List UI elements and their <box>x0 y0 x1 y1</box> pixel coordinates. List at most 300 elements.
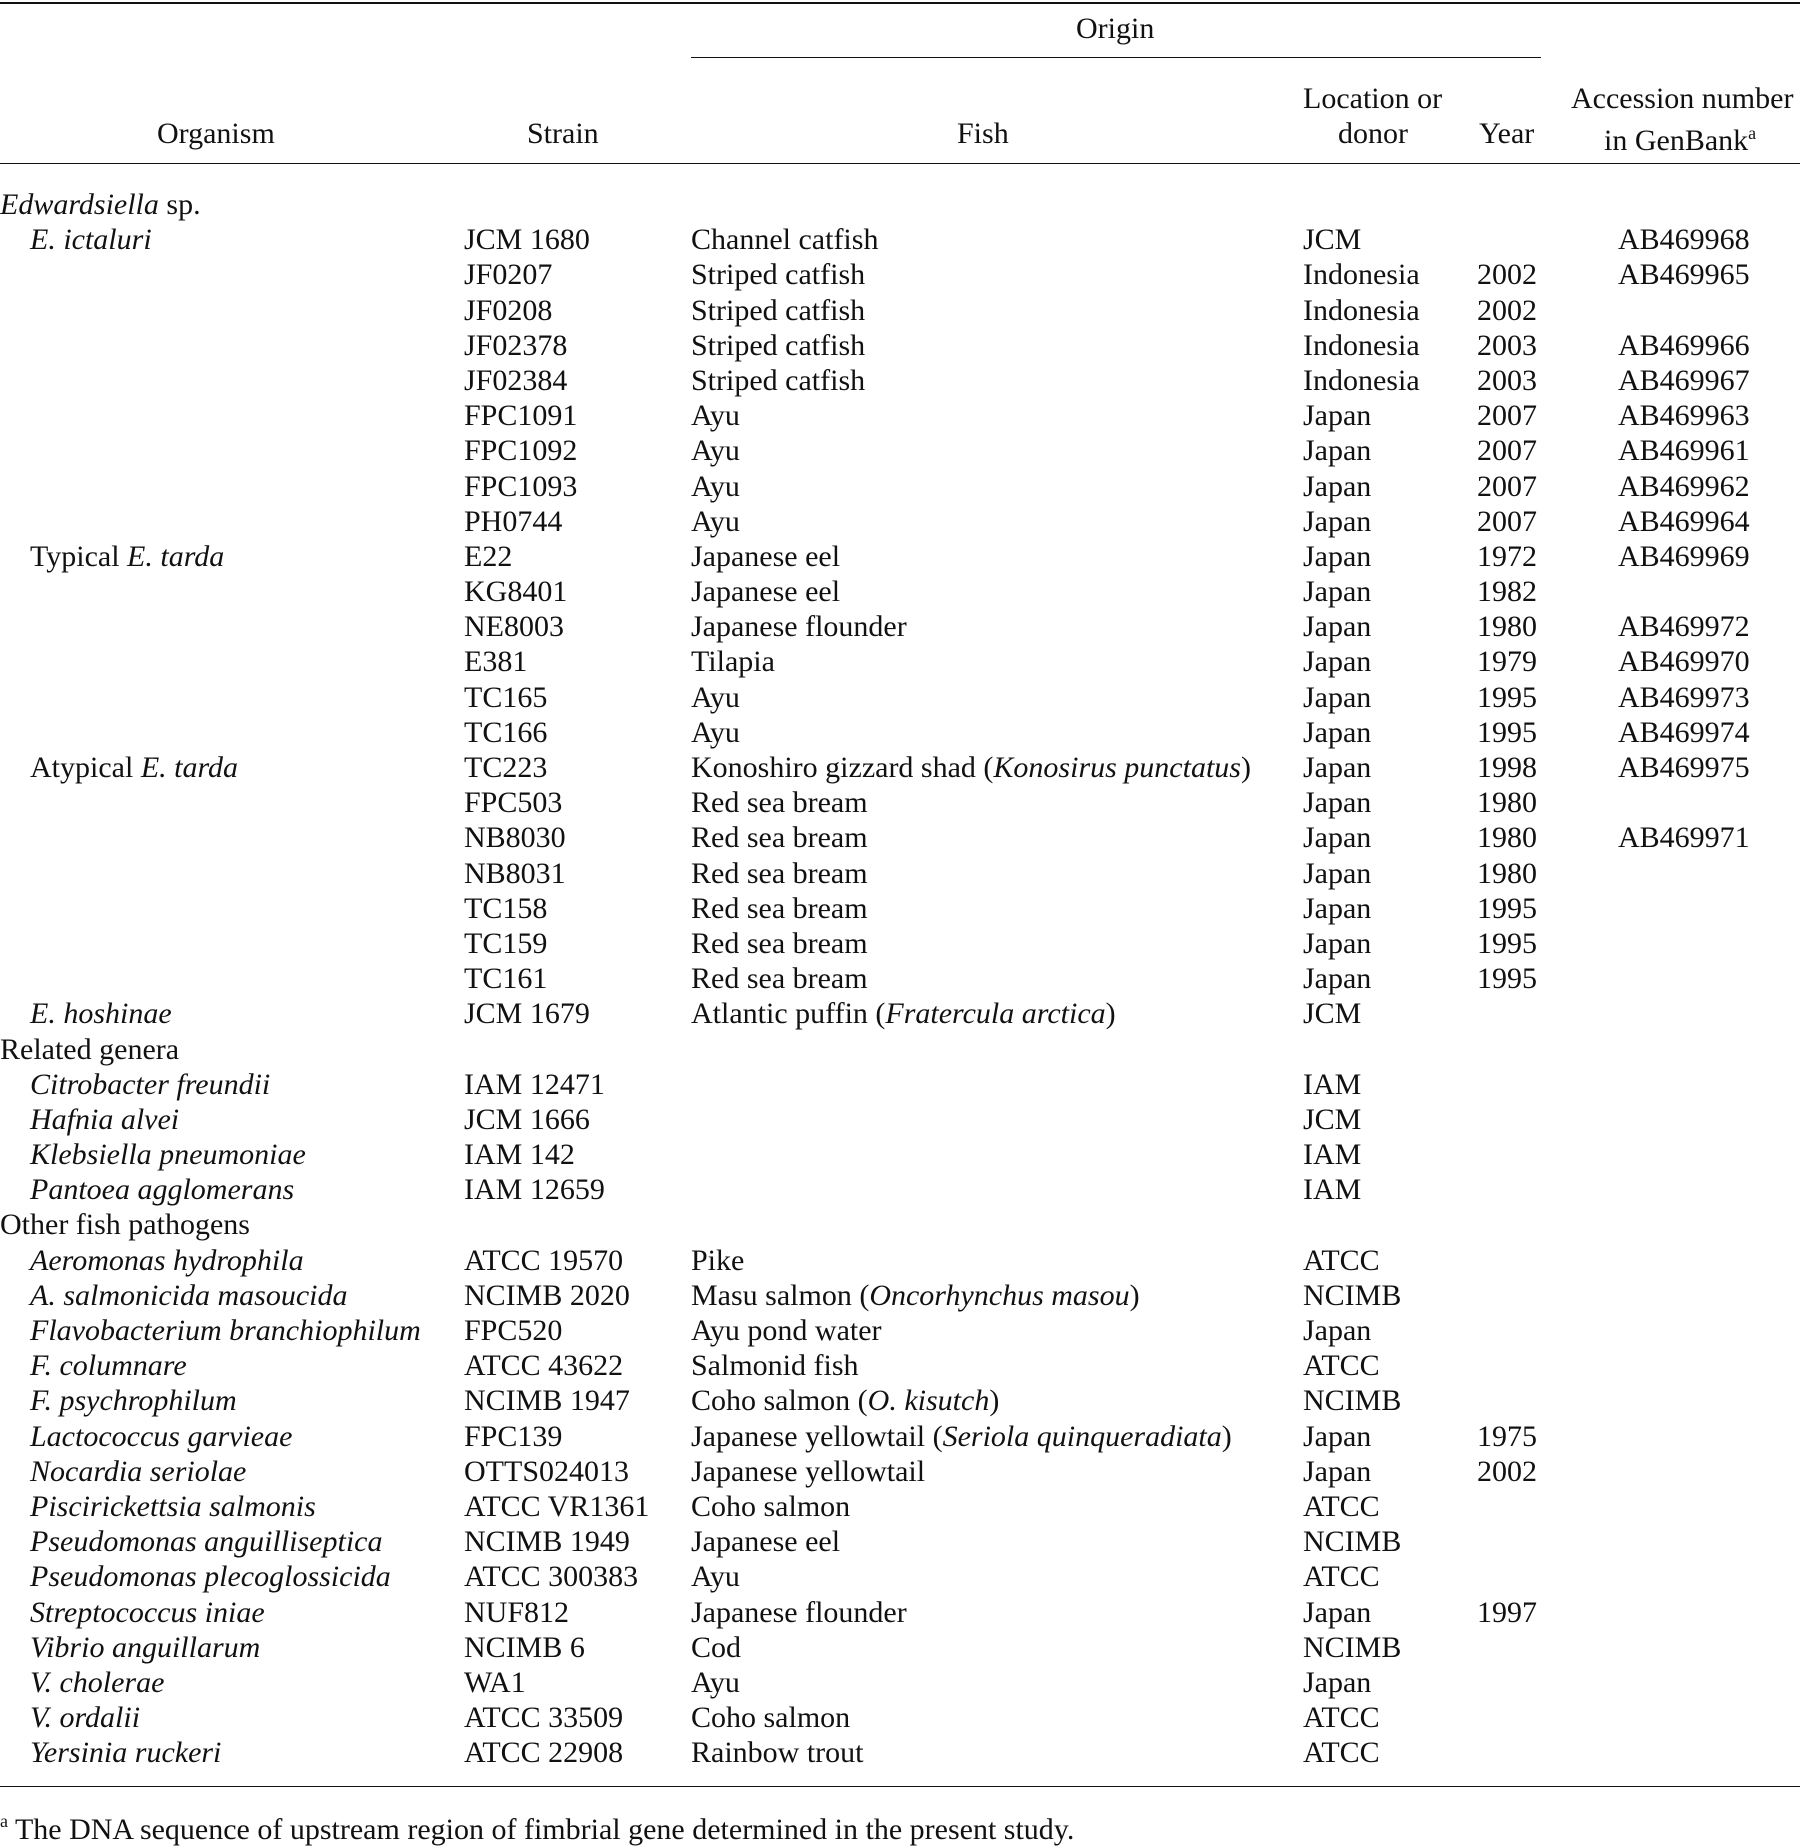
location-cell: ATCC <box>1303 1701 1380 1735</box>
accession-footnote-marker: a <box>1748 123 1757 143</box>
table-row <box>0 1348 1800 1383</box>
strain-cell: JF02378 <box>464 328 568 362</box>
fish-common-name: Japanese eel <box>691 575 841 609</box>
strain-cell: NCIMB 6 <box>464 1630 585 1664</box>
organism-name: Pseudomonas plecoglossicida <box>30 1560 391 1594</box>
year-cell: 1995 <box>1477 680 1537 714</box>
fish-common-name: Red sea bream <box>691 856 868 890</box>
location-cell: Japan <box>1303 1454 1372 1488</box>
organism-name: E. ictaluri <box>30 223 152 257</box>
location-cell: Japan <box>1303 610 1372 644</box>
location-cell: Japan <box>1303 1595 1372 1629</box>
fish-cell <box>691 644 775 679</box>
table-row <box>0 820 1800 855</box>
fish-close-paren: ) <box>1240 751 1251 784</box>
strain-cell: TC159 <box>464 926 548 960</box>
strain-cell: IAM 12471 <box>464 1067 605 1101</box>
organism-cell <box>30 996 172 1031</box>
table-row <box>0 1630 1800 1665</box>
fish-common-name: Striped catfish <box>691 258 866 292</box>
table-row <box>0 926 1800 961</box>
strain-cell: NUF812 <box>464 1595 570 1629</box>
location-cell: JCM <box>1303 1102 1362 1136</box>
year-cell: 1980 <box>1477 821 1537 855</box>
location-cell: Indonesia <box>1303 363 1420 397</box>
fish-cell <box>691 750 1251 785</box>
organism-cell <box>30 1067 270 1102</box>
fish-common-name: Striped catfish <box>691 363 866 397</box>
location-cell: Japan <box>1303 751 1372 784</box>
organism-cell <box>30 1735 221 1770</box>
fish-cell <box>691 1524 840 1559</box>
location-header-line2: donor <box>1338 117 1408 150</box>
accession-header-text: in GenBank <box>1604 124 1749 157</box>
table-row <box>0 433 1800 468</box>
location-cell: ATCC <box>1303 1736 1380 1770</box>
fish-cell <box>691 1559 740 1594</box>
table-row <box>0 539 1800 574</box>
fish-common-name: Red sea bream <box>691 821 868 855</box>
table-bottom-rule <box>0 1786 1800 1787</box>
table-row <box>0 469 1800 504</box>
strain-cell: FPC139 <box>464 1419 563 1453</box>
fish-common-name: Rainbow trout <box>691 1736 864 1770</box>
table-row <box>0 1489 1800 1524</box>
location-cell: Japan <box>1303 926 1372 960</box>
strain-cell: IAM 142 <box>464 1138 575 1172</box>
fish-common-name: Konoshiro gizzard shad ( <box>691 751 994 784</box>
table-row <box>0 1595 1800 1630</box>
location-cell: ATCC <box>1303 1560 1380 1594</box>
fish-close-paren: ) <box>1221 1419 1232 1453</box>
fish-cell <box>691 1243 744 1278</box>
fish-cell <box>691 891 868 926</box>
fish-common-name: Striped catfish <box>691 328 866 362</box>
location-cell: JCM <box>1303 997 1362 1031</box>
organism-cell <box>30 1489 316 1524</box>
fish-cell <box>691 856 868 891</box>
strain-cell: JCM 1666 <box>464 1102 590 1136</box>
strain-cell: FPC1093 <box>464 469 578 503</box>
strain-cell: KG8401 <box>464 575 568 609</box>
table-row <box>0 644 1800 679</box>
accession-cell: AB469966 <box>1618 328 1750 362</box>
strain-cell: JF0207 <box>464 258 553 292</box>
organism-cell <box>30 1383 237 1418</box>
table-row <box>0 363 1800 398</box>
location-cell: Japan <box>1303 715 1372 749</box>
fish-cell <box>691 1419 1232 1454</box>
strain-cell: TC165 <box>464 680 548 714</box>
location-cell: Japan <box>1303 539 1372 573</box>
year-cell: 1980 <box>1477 856 1537 890</box>
strain-cell: NE8003 <box>464 610 564 644</box>
fish-cell <box>691 1735 864 1770</box>
year-cell: 2002 <box>1477 258 1537 292</box>
organism-name: Nocardia seriolae <box>30 1454 247 1488</box>
location-cell: IAM <box>1303 1138 1362 1172</box>
table-row <box>0 1313 1800 1348</box>
table-row <box>0 328 1800 363</box>
accession-cell: AB469964 <box>1618 504 1750 538</box>
organism-name: E. hoshinae <box>30 997 172 1031</box>
fish-common-name: Ayu <box>691 715 740 749</box>
strain-cell: ATCC 19570 <box>464 1243 624 1277</box>
fish-common-name: Coho salmon <box>691 1701 851 1735</box>
table-row <box>0 398 1800 433</box>
organism-name: Hafnia alvei <box>30 1102 180 1136</box>
organism-name: Lactococcus garvieae <box>30 1419 293 1453</box>
organism-cell <box>30 539 224 574</box>
year-cell: 1972 <box>1477 539 1537 573</box>
fish-common-name: Masu salmon ( <box>691 1278 870 1312</box>
location-cell: NCIMB <box>1303 1525 1402 1559</box>
accession-header-line1: Accession number <box>1571 82 1794 115</box>
accession-cell: AB469963 <box>1618 399 1750 433</box>
fish-common-name: Japanese eel <box>691 1525 841 1559</box>
fish-cell <box>691 609 907 644</box>
fish-cell <box>691 820 868 855</box>
fish-common-name: Ayu pond water <box>691 1314 882 1347</box>
location-cell: Japan <box>1303 891 1372 925</box>
organism-cell <box>30 1559 391 1594</box>
footnote-marker: a <box>0 1811 8 1831</box>
strain-cell: NCIMB 1949 <box>464 1525 630 1559</box>
fish-cell <box>691 926 868 961</box>
fish-common-name: Ayu <box>691 469 740 503</box>
year-cell: 1979 <box>1477 645 1537 679</box>
year-cell: 1975 <box>1477 1419 1537 1453</box>
fish-cell <box>691 996 1116 1031</box>
fish-scientific-name: Seriola quinqueradiata <box>942 1419 1222 1453</box>
location-cell: IAM <box>1303 1067 1362 1101</box>
strain-cell: FPC520 <box>464 1314 563 1347</box>
fish-scientific-name: Oncorhynchus masou <box>869 1278 1130 1312</box>
strain-cell: FPC1092 <box>464 434 578 468</box>
table-row <box>0 1137 1800 1172</box>
table-row <box>0 222 1800 257</box>
fish-close-paren: ) <box>1105 997 1116 1031</box>
fish-common-name: Pike <box>691 1243 745 1277</box>
strain-cell: JCM 1679 <box>464 997 590 1031</box>
strain-cell: OTTS024013 <box>464 1454 629 1488</box>
accession-cell: AB469965 <box>1618 258 1750 292</box>
table-row <box>0 1243 1800 1278</box>
fish-cell <box>691 293 865 328</box>
table-row <box>0 856 1800 891</box>
table-row <box>0 996 1800 1031</box>
table-row <box>0 891 1800 926</box>
year-cell: 2003 <box>1477 328 1537 362</box>
fish-cell <box>691 1313 882 1348</box>
fish-cell <box>691 257 865 292</box>
location-cell: NCIMB <box>1303 1384 1402 1418</box>
year-cell: 1995 <box>1477 891 1537 925</box>
accession-cell: AB469961 <box>1618 434 1750 468</box>
fish-cell <box>691 469 740 504</box>
footnote <box>0 1803 1074 1848</box>
table-row <box>0 293 1800 328</box>
organism-name: Flavobacterium branchiophilum <box>30 1314 421 1347</box>
location-cell: Japan <box>1303 1665 1372 1699</box>
accession-cell: AB469968 <box>1618 223 1750 257</box>
location-cell: Japan <box>1303 962 1372 996</box>
location-cell: Indonesia <box>1303 258 1420 292</box>
fish-cell <box>691 222 878 257</box>
organism-name: Klebsiella pneumoniae <box>30 1138 306 1172</box>
organism-cell <box>30 222 152 257</box>
organism-cell <box>30 1137 306 1172</box>
fish-common-name: Red sea bream <box>691 786 868 820</box>
organism-name: Pseudomonas anguilliseptica <box>30 1525 383 1559</box>
fish-cell <box>691 715 740 750</box>
strain-cell: NB8031 <box>464 856 566 890</box>
fish-common-name: Red sea bream <box>691 926 868 960</box>
fish-header: Fish <box>957 117 1009 150</box>
organism-name: F. columnare <box>30 1349 187 1383</box>
location-cell: Japan <box>1303 1314 1372 1347</box>
fish-common-name: Japanese flounder <box>691 1595 907 1629</box>
fish-common-name: Striped catfish <box>691 293 866 327</box>
year-cell: 2007 <box>1477 504 1537 538</box>
location-cell: Japan <box>1303 786 1372 820</box>
fish-cell <box>691 961 868 996</box>
organism-name: E. tarda <box>127 539 225 573</box>
organism-name: Yersinia ruckeri <box>30 1736 222 1770</box>
fish-common-name: Japanese yellowtail ( <box>691 1419 943 1453</box>
accession-cell: AB469971 <box>1618 821 1750 855</box>
location-cell: Japan <box>1303 504 1372 538</box>
organism-prefix: Related genera <box>0 1032 180 1066</box>
fish-cell <box>691 785 868 820</box>
fish-scientific-name: Konosirus punctatus <box>993 751 1241 784</box>
table-row <box>0 785 1800 820</box>
year-cell: 2007 <box>1477 469 1537 503</box>
fish-cell <box>691 1348 859 1383</box>
strain-cell: JF02384 <box>464 363 568 397</box>
fish-common-name: Tilapia <box>691 645 775 679</box>
table-row <box>0 609 1800 644</box>
fish-cell <box>691 1278 1140 1313</box>
location-cell: Japan <box>1303 399 1372 433</box>
location-cell: NCIMB <box>1303 1630 1402 1664</box>
location-cell: ATCC <box>1303 1489 1380 1523</box>
fish-cell <box>691 574 840 609</box>
fish-cell <box>691 363 865 398</box>
fish-common-name: Japanese yellowtail <box>691 1454 926 1488</box>
organism-cell <box>30 750 238 785</box>
table-row <box>0 1383 1800 1418</box>
location-cell: Japan <box>1303 434 1372 468</box>
table-row <box>0 574 1800 609</box>
table-row <box>0 257 1800 292</box>
organism-name: Streptococcus iniae <box>30 1595 265 1629</box>
location-cell: Japan <box>1303 856 1372 890</box>
location-cell: Japan <box>1303 469 1372 503</box>
strain-cell: TC166 <box>464 715 548 749</box>
fish-common-name: Ayu <box>691 680 740 714</box>
organism-cell <box>30 1278 347 1313</box>
organism-name: V. ordalii <box>30 1701 141 1735</box>
table-row <box>0 187 1800 222</box>
organism-name: Piscirickettsia salmonis <box>30 1489 316 1523</box>
table-row <box>0 1735 1800 1770</box>
strain-cell: E381 <box>464 645 528 679</box>
organism-suffix: sp. <box>158 188 201 221</box>
fish-common-name: Salmonid fish <box>691 1349 859 1383</box>
fish-common-name: Ayu <box>691 504 740 538</box>
fish-common-name: Coho salmon ( <box>691 1384 868 1418</box>
strain-cell: NCIMB 1947 <box>464 1384 630 1418</box>
table-row <box>0 680 1800 715</box>
accession-cell: AB469969 <box>1618 539 1750 573</box>
organism-header: Organism <box>157 117 275 150</box>
organism-cell <box>30 1313 421 1348</box>
fish-cell <box>691 680 740 715</box>
strain-cell: ATCC 33509 <box>464 1701 624 1735</box>
fish-common-name: Ayu <box>691 434 740 468</box>
accession-header-line2 <box>1604 116 1756 158</box>
location-cell: NCIMB <box>1303 1278 1402 1312</box>
strain-cell: ATCC VR1361 <box>464 1489 650 1523</box>
top-rule <box>0 2 1800 4</box>
table-row <box>0 750 1800 785</box>
organism-name: Pantoea agglomerans <box>30 1173 295 1207</box>
origin-header: Origin <box>1076 12 1155 45</box>
location-cell: Japan <box>1303 1419 1372 1453</box>
fish-cell <box>691 1383 999 1418</box>
fish-common-name: Atlantic puffin ( <box>691 997 886 1031</box>
location-cell: Japan <box>1303 821 1372 855</box>
organism-name: A. salmonicida masoucida <box>30 1278 348 1312</box>
table-row <box>0 715 1800 750</box>
organism-name: V. cholerae <box>30 1665 165 1699</box>
accession-cell: AB469975 <box>1618 751 1750 784</box>
table-row <box>0 1032 1800 1067</box>
strain-header: Strain <box>527 117 599 150</box>
fish-cell <box>691 1665 740 1700</box>
strain-cell: JF0208 <box>464 293 553 327</box>
fish-close-paren: ) <box>1129 1278 1140 1312</box>
table-row <box>0 1559 1800 1594</box>
year-cell: 1995 <box>1477 962 1537 996</box>
fish-cell <box>691 1630 741 1665</box>
strain-cell: ATCC 300383 <box>464 1560 639 1594</box>
fish-cell <box>691 328 865 363</box>
accession-cell: AB469974 <box>1618 715 1750 749</box>
table-row <box>0 1207 1800 1242</box>
location-cell: ATCC <box>1303 1243 1380 1277</box>
fish-cell <box>691 398 740 433</box>
table-row <box>0 1278 1800 1313</box>
strain-cell: WA1 <box>464 1665 526 1699</box>
fish-cell <box>691 1700 850 1735</box>
table-row <box>0 1067 1800 1102</box>
fish-common-name: Channel catfish <box>691 223 879 257</box>
organism-prefix: Typical <box>30 539 128 573</box>
organism-cell <box>30 1348 187 1383</box>
table-row <box>0 1419 1800 1454</box>
year-cell: 1997 <box>1477 1595 1537 1629</box>
table-row <box>0 1700 1800 1735</box>
organism-name: E. tarda <box>140 751 239 784</box>
location-cell: ATCC <box>1303 1349 1380 1383</box>
table-body <box>0 187 1800 1770</box>
fish-scientific-name: Fratercula arctica <box>885 997 1106 1031</box>
fish-cell <box>691 504 740 539</box>
location-cell: Indonesia <box>1303 328 1420 362</box>
year-cell: 2003 <box>1477 363 1537 397</box>
strain-cell: TC223 <box>464 751 548 784</box>
accession-cell: AB469967 <box>1618 363 1750 397</box>
table-row <box>0 1102 1800 1137</box>
accession-cell: AB469973 <box>1618 680 1750 714</box>
table-row <box>0 1454 1800 1489</box>
origin-spanner-rule <box>691 57 1541 58</box>
organism-cell <box>30 1524 382 1559</box>
year-cell: 2002 <box>1477 1454 1537 1488</box>
organism-name: F. psychrophilum <box>30 1384 237 1418</box>
strain-cell: NB8030 <box>464 821 566 855</box>
organism-cell <box>30 1454 246 1489</box>
organism-cell <box>30 1102 179 1137</box>
organism-cell <box>30 1595 265 1630</box>
location-cell: Indonesia <box>1303 293 1420 327</box>
strain-cell: E22 <box>464 539 513 573</box>
organism-cell <box>0 1207 250 1242</box>
year-cell: 2007 <box>1477 434 1537 468</box>
year-cell: 1980 <box>1477 610 1537 644</box>
fish-common-name: Cod <box>691 1630 742 1664</box>
accession-cell: AB469970 <box>1618 645 1750 679</box>
organism-cell <box>0 187 201 222</box>
organism-prefix: Atypical <box>30 751 141 784</box>
strain-cell: JCM 1680 <box>464 223 590 257</box>
fish-common-name: Red sea bream <box>691 962 868 996</box>
location-cell: Japan <box>1303 645 1372 679</box>
year-cell: 2002 <box>1477 293 1537 327</box>
location-cell: Japan <box>1303 575 1372 609</box>
fish-common-name: Ayu <box>691 399 740 433</box>
fish-common-name: Ayu <box>691 1665 740 1699</box>
fish-common-name: Japanese eel <box>691 539 841 573</box>
table-row <box>0 1524 1800 1559</box>
organism-cell <box>30 1700 140 1735</box>
year-cell: 1980 <box>1477 786 1537 820</box>
strain-cell: ATCC 22908 <box>464 1736 624 1770</box>
fish-common-name: Red sea bream <box>691 891 868 925</box>
location-cell: IAM <box>1303 1173 1362 1207</box>
strain-cell: FPC503 <box>464 786 563 820</box>
fish-cell <box>691 1454 925 1489</box>
fish-cell <box>691 1489 850 1524</box>
table-row <box>0 1172 1800 1207</box>
fish-scientific-name: O. kisutch <box>867 1384 990 1418</box>
location-cell: JCM <box>1303 223 1362 257</box>
header-bottom-rule <box>0 163 1800 164</box>
organism-name: Citrobacter freundii <box>30 1067 271 1101</box>
organism-name: Aeromonas hydrophila <box>30 1243 304 1277</box>
organism-cell <box>0 1032 179 1067</box>
footnote-text: The DNA sequence of upstream region of fimbrial gene determined in the present study. <box>8 1813 1075 1846</box>
fish-common-name: Ayu <box>691 1560 740 1594</box>
location-header-line1: Location or <box>1303 82 1443 115</box>
organism-cell <box>30 1419 292 1454</box>
accession-cell: AB469962 <box>1618 469 1750 503</box>
location-cell: Japan <box>1303 680 1372 714</box>
table-row <box>0 961 1800 996</box>
fish-common-name: Japanese flounder <box>691 610 907 644</box>
